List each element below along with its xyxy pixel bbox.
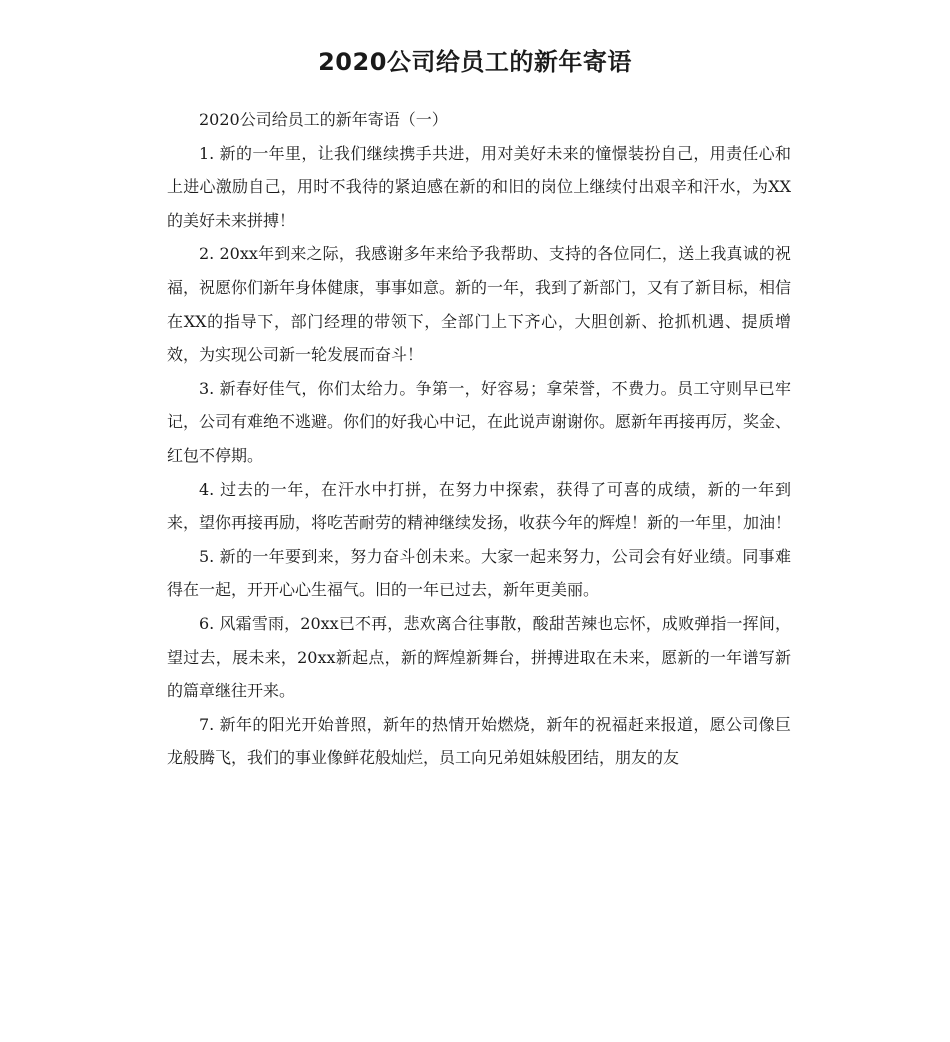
document-title: 2020公司给员工的新年寄语 <box>318 48 632 76</box>
document-body <box>167 103 791 775</box>
paragraph-7: 7. 新年的阳光开始普照，新年的热情开始燃烧，新年的祝福赶来报道，愿公司像巨龙般腾飞，我们的事业像鲜花般灿烂，员工向兄弟姐妹般团结，朋友的友 <box>167 714 791 768</box>
paragraph-subtitle: 2020公司给员工的新年寄语（一） <box>199 110 448 129</box>
paragraph-6: 6. 风霜雪雨，20xx已不再，悲欢离合往事散，酸甜苦辣也忘怀，成败弹指一挥间，望过去，展未来，20xx新起点，新的辉煌新舞台，拼搏进取在未来，愿新的一年谱写新的篇章继往开来。 <box>167 613 791 701</box>
paragraph-3: 3. 新春好佳气，你们太给力。争第一，好容易；拿荣誉，不费力。员工守则早已牢记，公司有难绝不逃避。你们的好我心中记，在此说声谢谢你。愿新年再接再厉，奖金、红包不停期。 <box>167 378 792 465</box>
paragraph-4: 4. 过去的一年，在汗水中打拼，在努力中探索，获得了可喜的成绩，新的一年到来，望你再接再励，将吃苦耐劳的精神继续发扬，收获今年的辉煌！新的一年里，加油！ <box>167 479 792 533</box>
paragraph-5: 5. 新的一年要到来，努力奋斗创未来。大家一起来努力，公司会有好业绩。同事难得在一起，开开心心生福气。旧的一年已过去，新年更美丽。 <box>167 546 791 600</box>
paragraph-1: 1. 新的一年里，让我们继续携手共进，用对美好未来的憧憬装扮自己，用责任心和上进心激励自己，用时不我待的紧迫感在新的和旧的岗位上继续付出艰辛和汗水，为XX的美好未来拼搏！ <box>167 143 791 230</box>
paragraph-2: 2. 20xx年到来之际，我感谢多年来给予我帮助、支持的各位同仁，送上我真诚的祝福，祝愿你们新年身体健康，事事如意。新的一年，我到了新部门，又有了新目标，相信在XX的指导下，部门经理的带领下，全部门上下齐心，大胆创新、抢抓机遇、提质增效，为实现公司新一轮发展而奋斗！ <box>167 244 792 365</box>
